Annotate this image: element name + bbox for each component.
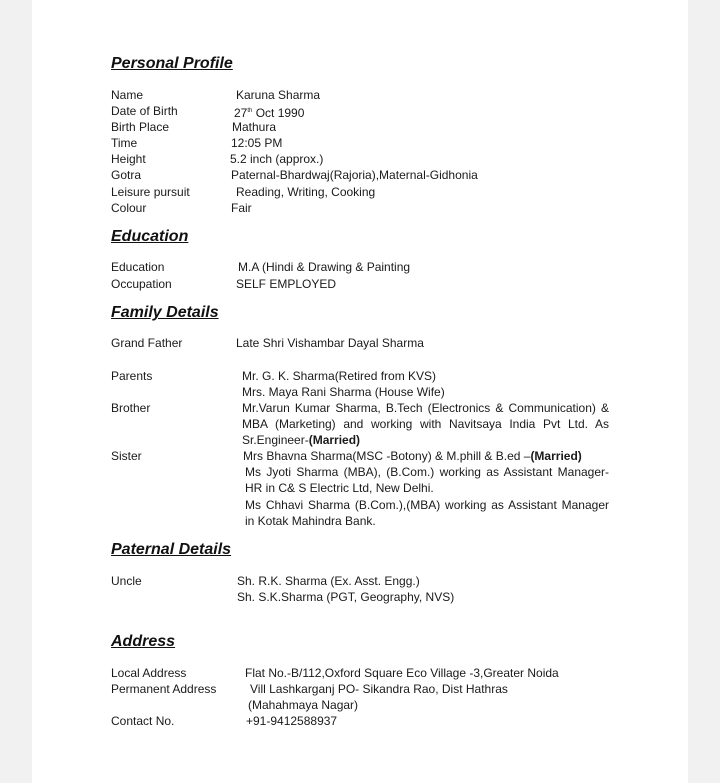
- label-colour: Colour: [111, 201, 147, 215]
- label-leisure: Leisure pursuit: [111, 185, 190, 199]
- label-permanent-address: Permanent Address: [111, 682, 217, 696]
- value-birth-place: Mathura: [232, 120, 277, 134]
- value-uncle-1: Sh. R.K. Sharma (Ex. Asst. Engg.): [237, 574, 420, 588]
- heading-paternal-details: Paternal Details: [111, 541, 232, 558]
- value-time: 12:05 PM: [231, 136, 283, 150]
- value-name: Karuna Sharma: [236, 88, 321, 102]
- value-education: M.A (Hindi & Drawing & Painting: [238, 260, 411, 274]
- value-sister-1: Mrs Bhavna Sharma(MSC -Botony) & M.phill & B.ed –(Married): [243, 449, 582, 463]
- value-permanent-address-2: (Mahahmaya Nagar): [248, 698, 359, 712]
- label-occupation: Occupation: [111, 277, 172, 291]
- label-local-address: Local Address: [111, 666, 187, 680]
- heading-address: Address: [111, 633, 176, 650]
- value-uncle-2: Sh. S.K.Sharma (PGT, Geography, NVS): [237, 590, 455, 604]
- value-sister-3: Ms Chhavi Sharma (B.Com.),(MBA) working as Assistant Manager in Kotak Mahindra Bank.: [245, 498, 609, 528]
- value-colour: Fair: [231, 201, 252, 215]
- label-time: Time: [111, 136, 138, 150]
- heading-personal-profile: Personal Profile: [111, 55, 233, 72]
- heading-education: Education: [111, 228, 189, 245]
- label-birth-place: Birth Place: [111, 120, 170, 134]
- value-brother: Mr.Varun Kumar Sharma, B.Tech (Electronics & Communication) & MBA (Marketing) and working with Navitsaya India Pvt Ltd. As Sr.Engineer-(Married): [242, 401, 609, 447]
- value-mother: Mrs. Maya Rani Sharma (House Wife): [242, 385, 445, 399]
- label-brother: Brother: [111, 401, 151, 415]
- label-uncle: Uncle: [111, 574, 142, 588]
- value-contact: +91-9412588937: [246, 714, 338, 728]
- label-parents: Parents: [111, 369, 153, 383]
- value-local-address: Flat No.-B/112,Oxford Square Eco Village -3,Greater Noida: [245, 666, 559, 680]
- value-dob: 27th Oct 1990: [234, 106, 305, 120]
- value-gotra: Paternal-Bhardwaj(Rajoria),Maternal-Gidhonia: [231, 168, 478, 182]
- label-name: Name: [111, 88, 144, 102]
- label-height: Height: [111, 152, 146, 166]
- heading-family-details: Family Details: [111, 304, 219, 321]
- label-gotra: Gotra: [111, 168, 142, 182]
- value-father: Mr. G. K. Sharma(Retired from KVS): [242, 369, 437, 383]
- label-contact: Contact No.: [111, 714, 175, 728]
- value-height: 5.2 inch (approx.): [230, 152, 324, 166]
- label-sister: Sister: [111, 449, 142, 463]
- value-occupation: SELF EMPLOYED: [236, 277, 337, 291]
- value-permanent-address-1: Vill Lashkarganj PO- Sikandra Rao, Dist Hathras: [250, 682, 508, 696]
- document-page: [32, 0, 688, 783]
- value-leisure: Reading, Writing, Cooking: [236, 185, 376, 199]
- value-grand-father: Late Shri Vishambar Dayal Sharma: [236, 336, 424, 350]
- label-education: Education: [111, 260, 165, 274]
- value-sister-2: Ms Jyoti Sharma (MBA), (B.Com.) working as Assistant Manager-HR in C& S Electric Ltd, New Delhi.: [245, 465, 609, 495]
- label-grand-father: Grand Father: [111, 336, 183, 350]
- label-dob: Date of Birth: [111, 104, 178, 118]
